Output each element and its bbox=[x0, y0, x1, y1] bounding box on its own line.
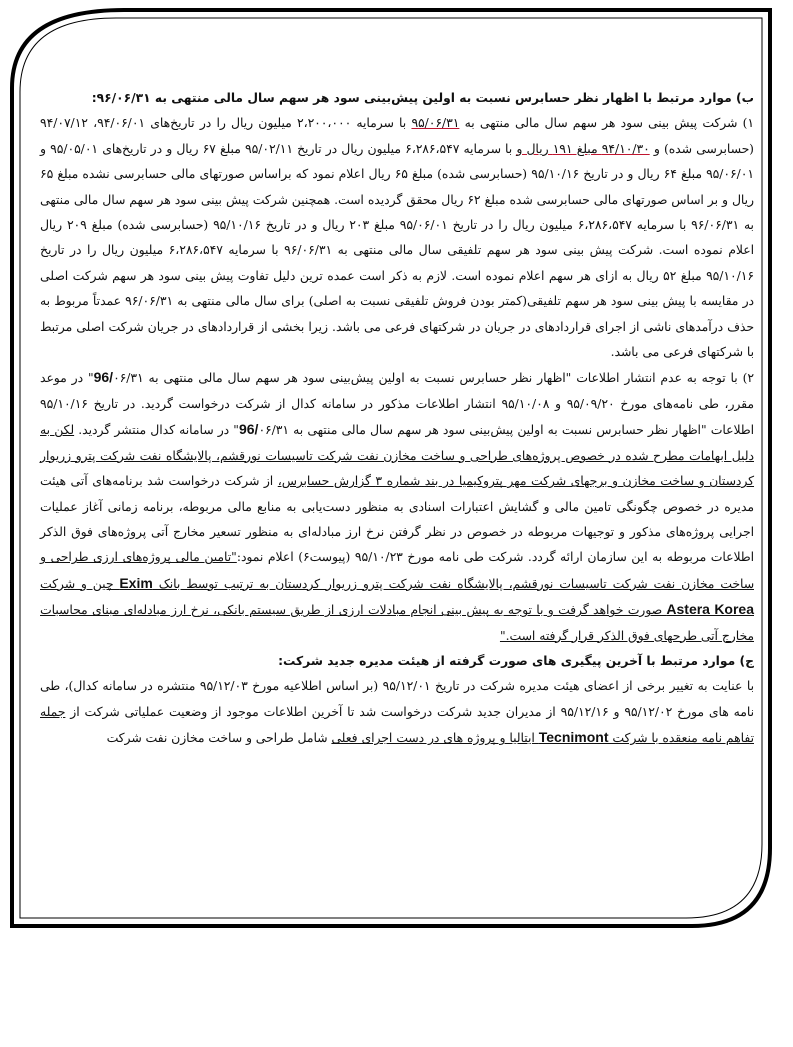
latin-number: 96/ bbox=[238, 421, 259, 438]
text-run: با عنایت به تغییر برخی از اعضای هیئت مدیره شرکت در تاریخ ۹۵/۱۲/۰۱ (بر اساس اطلاعیه مورخ ۹۵/۱۲/۰۳ منتشره در سامانه کدال)، طی نامه های مورخ ۹۵/۱۲/۰۲ و ۹۵/۱۲/۱۶ از مدیران جدید شرکت درخواست شد تا آخرین اطلاعات موجود از وضعیت عملیاتی شرکت از bbox=[40, 679, 754, 719]
section-b-heading: ب) موارد مرتبط با اظهار نظر حسابرس نسبت به اولین پیش‌بینی سود هر سهم سال مالی منتهی به ۹۶/۰۶/۳۱: bbox=[91, 91, 754, 105]
text-run: ۲) با توجه به عدم انتشار اطلاعات "اظهار نظر حسابرس نسبت به اولین پیش‌بینی سود هر سهم سال مالی منتهی به bbox=[143, 371, 754, 386]
text-run: با سرمایه ۲،۲۰۰،۰۰۰ میلیون ریال را در تاریخ‌های ۹۴/۰۶/۰۱، ۹۴/۰۷/۱۲ (حسابرسی شده) و bbox=[40, 116, 754, 156]
text-run: ۱) شرکت پیش بینی سود هر سهم سال مالی منتهی به bbox=[459, 116, 754, 131]
underlined-clause: ایتالیا و پروژه های در دست اجرای فعلی bbox=[331, 731, 539, 746]
document-body bbox=[40, 86, 754, 752]
text-run: ۰۶/۳۱" در سامانه کدال منتشر گردید. bbox=[74, 423, 289, 438]
section-b-paragraph-2 bbox=[40, 365, 754, 648]
section-b-paragraph-1 bbox=[40, 111, 754, 365]
latin-number: 96/ bbox=[93, 369, 114, 386]
underlined-clause: جمله تفاهم نامه منعقده با شرکت bbox=[40, 704, 754, 746]
underlined-amount: ۹۴/۱۰/۳۰ مبلغ ۱۹۱ ریال و bbox=[516, 141, 650, 156]
underlined-quote: "تامین مالی پروژه‌های ارزی طراحی و ساخت مخازن نفت شرکت تاسیسات نورقشم، پالایشگاه نفت شرکت پترو زریوار کردستان به ترتیب توسط بانک bbox=[40, 550, 754, 591]
text-run: با سرمایه ۶،۲۸۶،۵۴۷ میلیون ریال در تاریخ ۹۵/۰۲/۱۱ مبلغ ۶۷ ریال و در تاریخ‌های ۹۵/۰۵/۰۱ و ۹۵/۰۶/۰۱ مبلغ ۶۴ ریال و در تاریخ ۹۵/۱۰/۱۶ (حسابرسی شده) مبلغ ۶۵ ریال اعلام نمود که براساس صورتهای مالی حسابرسی نشده مبلغ ۶۵ ریال و بر اساس صورتهای مالی حسابرسی شده مبلغ ۶۲ ریال محقق گردیده است. همچنین شرکت پیش بینی سود هر سهم سال مالی منتهی به ۹۶/۰۶/۳۱ با سرمایه ۶،۲۸۶،۵۴۷ میلیون ریال را در تاریخ ۹۵/۰۶/۰۱ مبلغ ۲۰۳ ریال و در تاریخ ۹۵/۱۰/۱۶ (حسابرسی شده) مبلغ ۲۰۹ ریال اعلام نموده است. شرکت پیش بینی سود هر سهم تلفیقی سال مالی منتهی به ۹۶/۰۶/۳۱ با سرمایه ۶،۲۸۶،۵۴۷ میلیون ریال را در تاریخ ۹۵/۱۰/۱۶ مبلغ ۵۲ ریال به ازای هر سهم اعلام نموده است. لازم به ذکر است عمده ترین دلیل تفاوت پیش بینی سود هر سهم شرکت اصلی در مقایسه با پیش بینی سود هر سهم تلفیقی(کمتر بودن فروش تلفیقی نسبت به اصلی) برای سال مالی منتهی به ۹۶/۰۶/۳۱ عمدتاً مربوط به حذف درآمدهای ناشی از اجرای قراردادهای در جریان در شرکتهای فرعی می باشد. زیرا بخشی از قراردادهای در جریان شرکت اصلی مرتبط با شرکتهای فرعی می باشد. bbox=[40, 141, 755, 360]
company-name: Astera Korea bbox=[666, 601, 754, 618]
text-run: از شرکت درخواست شد برنامه‌های آتی هیئت مدیره در خصوص چگونگی تامین مالی و گشایش اعتبارات اسنادی به منظور دست‌یابی به منابع مالی مربوطه، برنامه زمانی آغاز عملیات اجرایی پروژه‌های مذکور و توجیهات مربوطه در خصوص در نظر گرفتن نرخ ارز مبادله‌ای به منظور تسعیر مخارج آتی پروژه‌های فوق الذکر اطلاعات مربوطه به این سازمان ارائه گردد. شرکت طی نامه مورخ ۹۵/۱۰/۲۳ (پیوست۶) اعلام نمود: bbox=[40, 474, 755, 565]
section-j-heading: ج) موارد مرتبط با آخرین پیگیری های صورت گرفته از هیئت مدیره جدید شرکت: bbox=[278, 653, 754, 668]
underlined-quote: صورت خواهد گرفت و با توجه به پیش بینی انجام مبادلات ارزی از طریق سیستم بانکی، نرخ ارز مبادله‌ای مبنای محاسبات مخارج آتی طرحهای فوق الذکر قرار گرفته است." bbox=[40, 603, 754, 643]
underlined-date: ۹۵/۰۶/۳۱ bbox=[411, 116, 460, 131]
underlined-clause: لکن به دلیل ابهامات مطرح شده در خصوص پروژه‌های طراحی و ساخت مخازن نفت شرکت تاسیسات نورقشم، پالایشگاه نفت شرکت پترو زریوار کردستان و ساخت مخازن و برجهای شرکت مهر پتروکیمیا در بند شماره ۳ گزارش حسابرس، bbox=[40, 423, 755, 489]
text-run: ۰۶/۳۱" در موعد مقرر، طی نامه‌های مورخ ۹۵/۰۹/۲۰ و ۹۵/۱۰/۰۸ انتشار اطلاعات مذکور در سامانه کدال از شرکت درخواست گردید. در تاریخ ۹۵/۱۰/۱۶ اطلاعات "اظهار نظر حسابرس نسبت به اولین پیش‌بینی سود هر سهم سال مالی منتهی به bbox=[40, 371, 754, 438]
section-j-paragraph-1 bbox=[40, 674, 754, 751]
company-name: Tecnimont bbox=[538, 729, 609, 746]
underlined-quote: چین و شرکت bbox=[40, 576, 120, 591]
bank-name: Exim bbox=[119, 574, 153, 591]
text-run: شامل طراحی و ساخت مخازن نفت شرکت bbox=[106, 731, 332, 746]
